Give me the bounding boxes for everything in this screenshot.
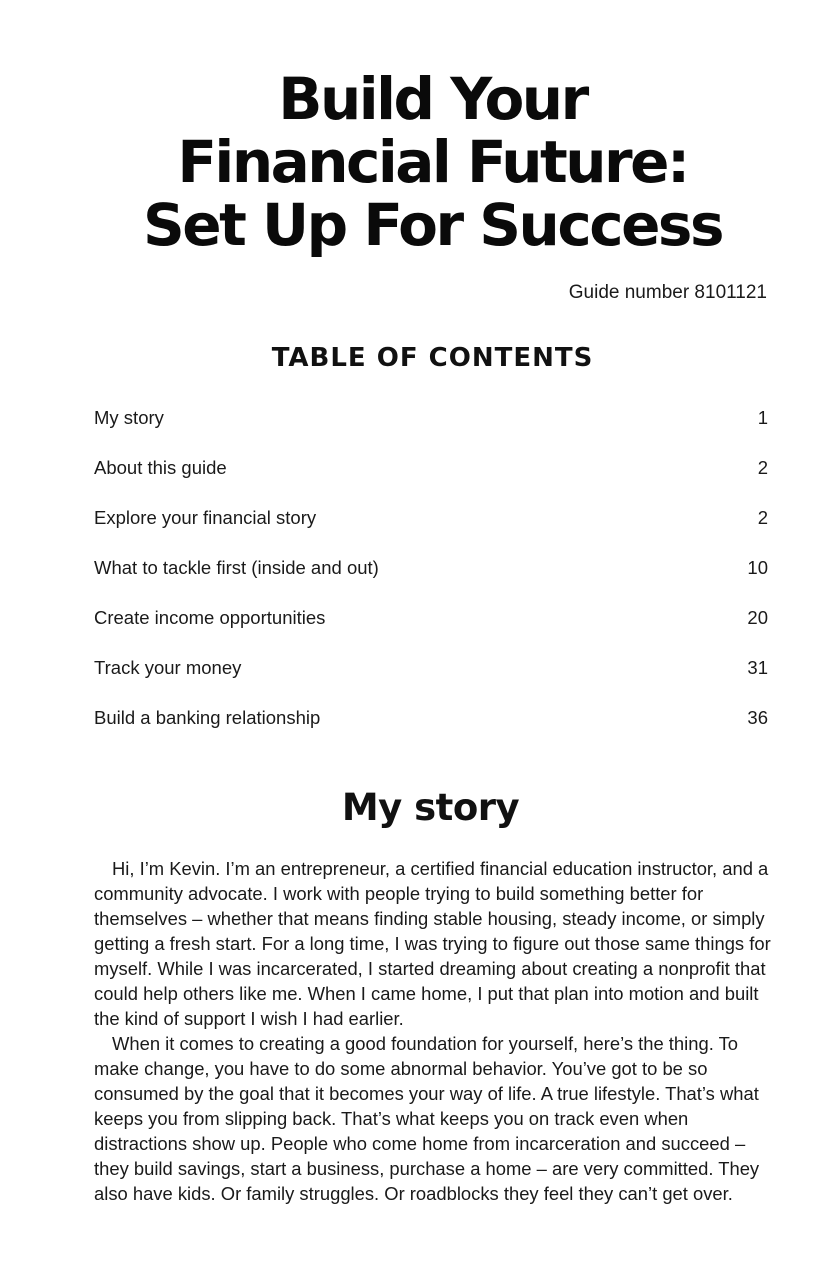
- toc-entry-page: 31: [747, 657, 768, 678]
- body-paragraph: Hi, I’m Kevin. I’m an entrepreneur, a certified financial education instructor, and a community advocate. I work with people trying to build something better for themselves – whether that means finding stable housing, steady income, or simply getting a fresh start. For a long time, I was trying to figure out those same things for myself. While I was incarcerated, I started dreaming about creating a nonprofit that could help others like me. When I came home, I put that plan into motion and built the kind of support I wish I had earlier.: [94, 858, 771, 1029]
- toc-entry-explore-financial-story[interactable]: [94, 505, 768, 555]
- toc-entry-label: My story: [94, 407, 164, 428]
- guide-number: Guide number 8101121: [568, 282, 767, 303]
- toc-entry-page: 2: [757, 507, 768, 528]
- toc-entry-my-story[interactable]: [94, 405, 768, 455]
- toc-entry-page: 10: [747, 557, 768, 578]
- toc-heading: TABLE OF CONTENTS: [271, 343, 594, 373]
- toc-entry-what-to-tackle-first[interactable]: [94, 555, 768, 605]
- guide-title-line-2: Financial Future:: [177, 128, 688, 196]
- toc-entry-build-banking-relationship[interactable]: [94, 705, 768, 755]
- toc-entry-create-income-opportunities[interactable]: [94, 605, 768, 655]
- guide-title: [0, 65, 825, 259]
- toc-entry-label: Build a banking relationship: [94, 707, 321, 728]
- toc-entry-track-your-money[interactable]: [94, 655, 768, 705]
- guide-title-line-3: Set Up For Success: [143, 191, 722, 259]
- toc-entry-page: 20: [747, 607, 768, 628]
- toc-entry-label: Explore your financial story: [94, 507, 317, 528]
- my-story-body: [94, 856, 772, 1206]
- section-heading-my-story: My story: [341, 786, 520, 829]
- toc-entry-about-this-guide[interactable]: [94, 455, 768, 505]
- body-paragraph: When it comes to creating a good foundation for yourself, here’s the thing. To make change, you have to do some abnormal behavior. You’ve got to be so consumed by the goal that it becomes your way of life. A true lifestyle. That’s what keeps you from slipping back. That’s what keeps you on track even when distractions show up. People who come home from incarceration and succeed – they build savings, start a business, purchase a home – are very committed. They also have kids. Or family struggles. Or roadblocks they feel they can’t get over.: [94, 1033, 760, 1204]
- toc-entry-page: 1: [757, 407, 768, 428]
- toc-entry-label: What to tackle first (inside and out): [94, 557, 379, 578]
- guide-title-line-1: Build Your: [278, 65, 587, 133]
- toc-entry-label: Create income opportunities: [94, 607, 326, 628]
- table-of-contents: [94, 405, 768, 755]
- toc-entry-label: Track your money: [94, 657, 242, 678]
- toc-entry-page: 2: [757, 457, 768, 478]
- toc-entry-label: About this guide: [94, 457, 227, 478]
- toc-entry-page: 36: [747, 707, 768, 728]
